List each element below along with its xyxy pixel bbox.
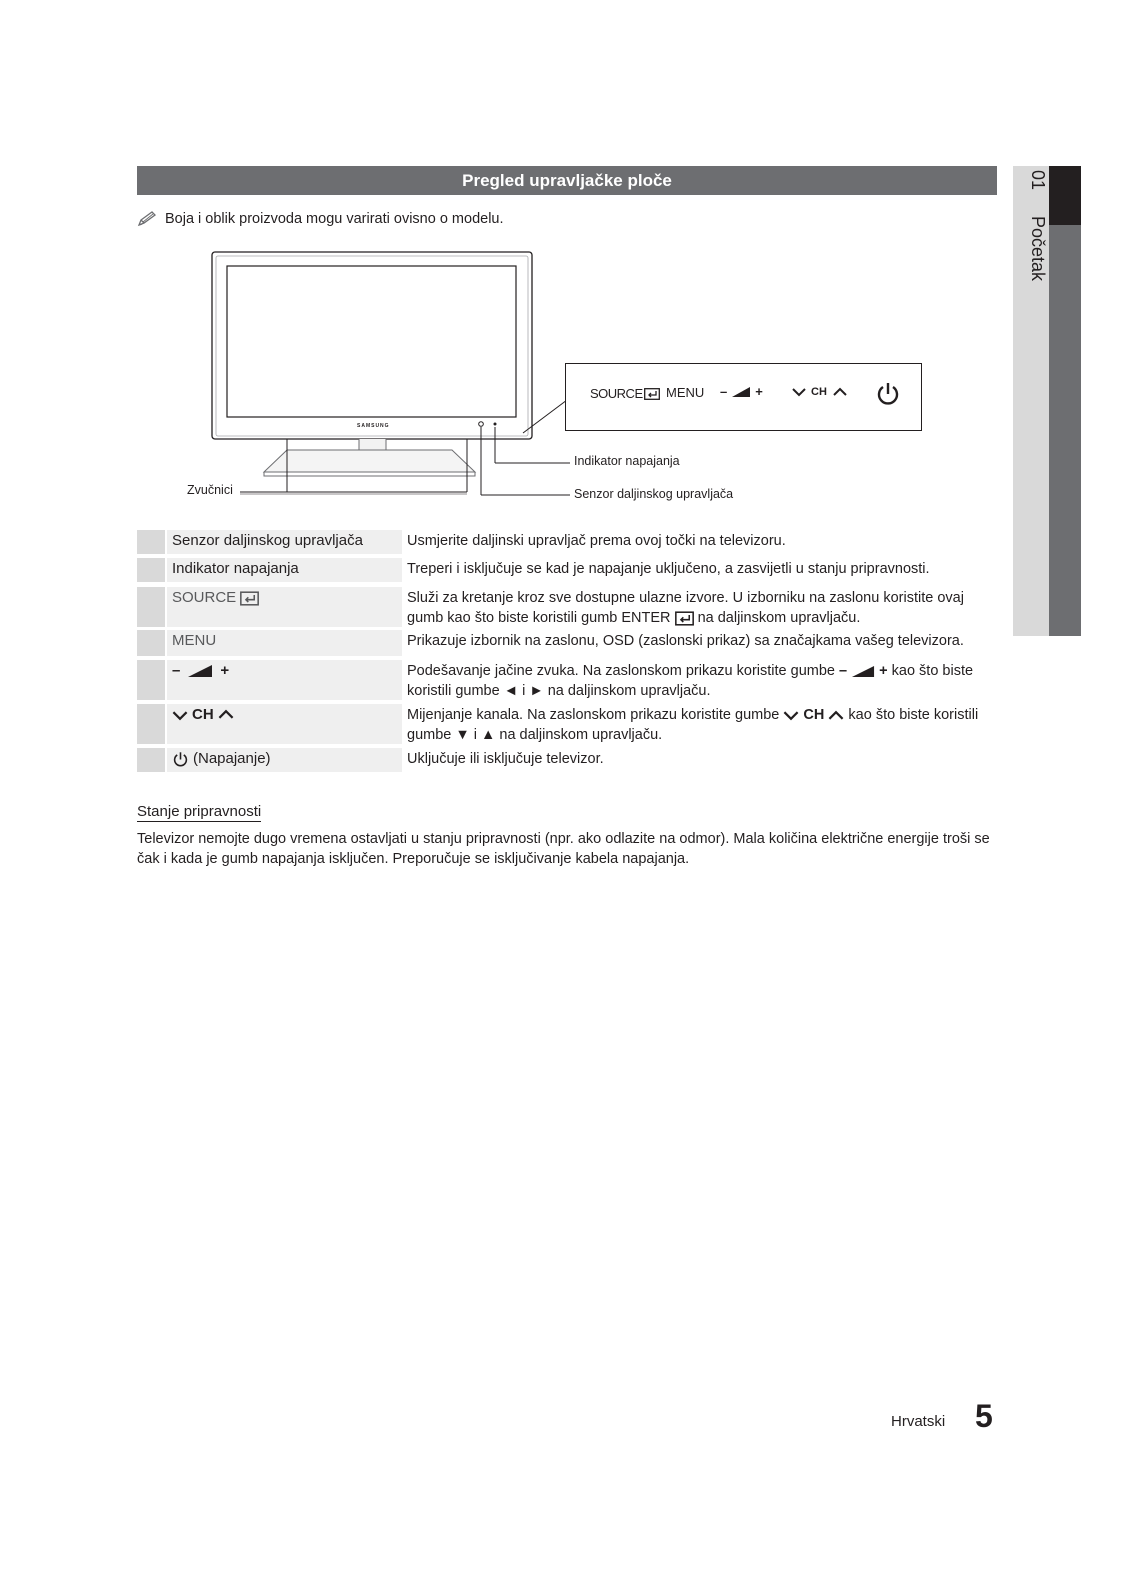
control-description: Mijenjanje kanala. Na zaslonskom prikazu koristite gumbe CH kao što biste koristili gumbe ▼ i ▲ na daljinskom upravljaču. bbox=[407, 707, 979, 743]
source-label: SOURCE bbox=[590, 386, 643, 401]
control-panel-closeup bbox=[565, 363, 922, 431]
chevron-up-icon bbox=[833, 387, 847, 397]
footer-language: Hrvatski bbox=[891, 1413, 946, 1430]
control-name: SOURCE bbox=[167, 587, 402, 627]
chevron-down-icon bbox=[792, 387, 806, 397]
page-number: 5 bbox=[975, 1398, 993, 1434]
control-description: Uključuje ili isključuje televizor. bbox=[407, 751, 604, 767]
enter-icon bbox=[675, 611, 694, 626]
volume-minus: – bbox=[720, 384, 728, 399]
table-row bbox=[137, 748, 997, 772]
chevron-down-icon bbox=[172, 710, 188, 721]
chapter-tab-bar bbox=[1049, 225, 1081, 636]
control-name: (Napajanje) bbox=[167, 748, 402, 772]
table-row bbox=[137, 587, 997, 627]
standby-text: Televizor nemojte dugo vremena ostavljati u stanju pripravnosti (npr. ako odlazite na odmor). Mala količina električne energije troši se čak i kada je gumb napajanja isključen. Preporučuje se isključivanje kabela napajanja. bbox=[137, 831, 990, 867]
note-text: Boja i oblik proizvoda mogu varirati ovisno o modelu. bbox=[165, 211, 504, 227]
volume-icon bbox=[851, 665, 875, 678]
control-description: Treperi i isključuje se kad je napajanje uključeno, a zasvijetli u stanju pripravnosti. bbox=[407, 561, 930, 577]
section-header bbox=[137, 166, 997, 195]
remote-sensor-label: Senzor daljinskog upravljača bbox=[574, 487, 734, 501]
section-title: Pregled upravljačke ploče bbox=[462, 170, 672, 190]
menu-button bbox=[666, 385, 704, 400]
volume-plus: + bbox=[755, 384, 763, 399]
source-button bbox=[590, 386, 660, 401]
control-description: Prikazuje izbornik na zaslonu, OSD (zaslonski prikaz) sa značajkama vašeg televizora. bbox=[407, 633, 964, 649]
control-description: Služi za kretanje kroz sve dostupne ulazne izvore. U izborniku na zaslonu koristite ovaj gumb kao što biste koristili gumb ENTER na daljinskom upravljaču. bbox=[407, 590, 964, 626]
chapter-tab-label bbox=[1014, 170, 1048, 281]
standby-heading: Stanje pripravnosti bbox=[137, 803, 262, 820]
chevron-up-icon bbox=[828, 710, 844, 721]
chevron-down-icon bbox=[783, 710, 799, 721]
chapter-title: Početak bbox=[1028, 216, 1048, 282]
control-description: Podešavanje jačine zvuka. Na zaslonskom prikazu koristite gumbe – + kao što biste koristili gumbe ◄ i ► na daljinskom upravljaču. bbox=[407, 663, 974, 699]
channel-label: CH bbox=[811, 386, 827, 398]
table-row bbox=[137, 530, 997, 554]
enter-icon bbox=[240, 591, 259, 606]
note bbox=[137, 210, 504, 228]
control-name: Indikator napajanja bbox=[167, 558, 402, 582]
brand-logo: SAMSUNG bbox=[357, 423, 390, 429]
power-icon bbox=[172, 751, 189, 768]
control-name: – + bbox=[167, 660, 402, 700]
control-name: MENU bbox=[167, 630, 402, 656]
power-icon bbox=[876, 381, 900, 407]
volume-buttons bbox=[720, 384, 763, 399]
control-name: Senzor daljinskog upravljača bbox=[167, 530, 402, 554]
chapter-tab-marker bbox=[1049, 166, 1081, 225]
control-name: CH bbox=[167, 704, 402, 744]
table-row bbox=[137, 558, 997, 582]
channel-buttons bbox=[792, 386, 847, 398]
table-row bbox=[137, 660, 997, 700]
chevron-up-icon bbox=[218, 709, 234, 720]
chapter-number: 01 bbox=[1028, 170, 1048, 191]
enter-icon bbox=[644, 388, 660, 400]
volume-icon bbox=[731, 386, 751, 398]
table-row bbox=[137, 704, 997, 744]
speakers-label: Zvučnici bbox=[187, 483, 233, 497]
menu-label: MENU bbox=[666, 385, 705, 400]
power-indicator-label: Indikator napajanja bbox=[574, 454, 680, 468]
table-row bbox=[137, 630, 997, 656]
volume-icon bbox=[187, 664, 213, 678]
control-description: Usmjerite daljinski upravljač prema ovoj točki na televizoru. bbox=[407, 533, 786, 549]
pencil-note-icon bbox=[137, 210, 159, 228]
